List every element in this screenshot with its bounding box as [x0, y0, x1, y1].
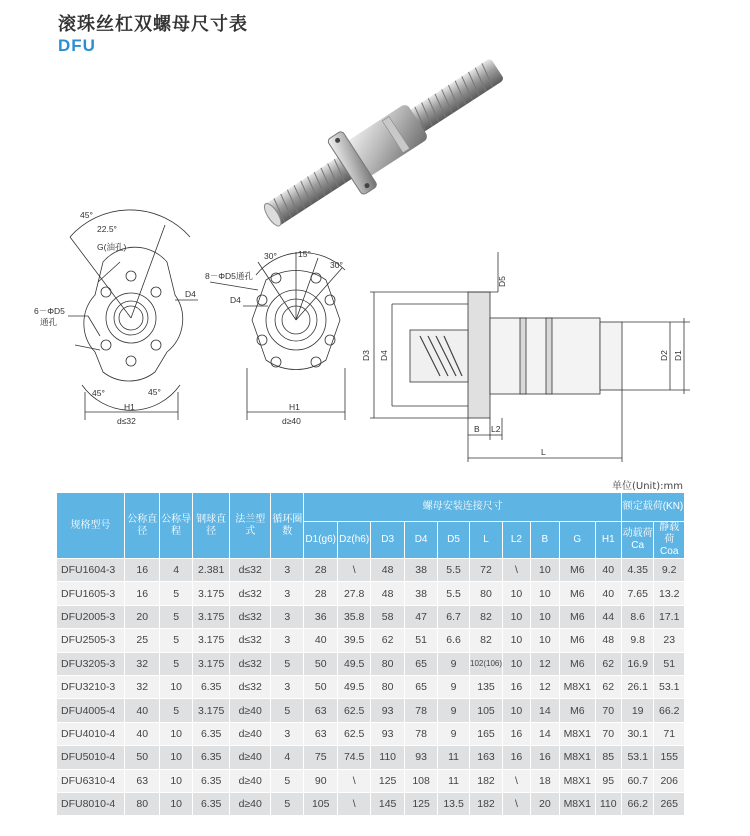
table-cell: 74.5 [337, 746, 370, 769]
table-cell: 6.7 [438, 605, 469, 628]
table-cell: 62.5 [337, 699, 370, 722]
middle-angle-1: 30° [264, 251, 277, 261]
table-cell: 12 [530, 652, 559, 675]
table-cell: 48 [371, 559, 404, 582]
header-ball-dia: 钢球直径 [192, 493, 230, 559]
table-cell: 27.8 [337, 582, 370, 605]
table-row [57, 652, 685, 675]
table-cell: 9.8 [621, 629, 653, 652]
table-cell: 13.2 [654, 582, 685, 605]
table-cell: M6 [560, 559, 596, 582]
table-cell: 32 [124, 652, 160, 675]
table-cell: 5 [271, 769, 304, 792]
spec-table [56, 492, 685, 816]
model-cell: DFU4010-4 [57, 722, 125, 745]
table-cell: 155 [654, 746, 685, 769]
table-cell: 3 [271, 675, 304, 698]
table-cell: 44 [595, 605, 621, 628]
table-cell: 105 [469, 699, 502, 722]
table-cell: 80 [469, 582, 502, 605]
header-d1: D1(g6) [304, 522, 337, 559]
table-cell: M6 [560, 652, 596, 675]
ballscrew-photo [250, 41, 515, 245]
table-cell: 3.175 [192, 699, 230, 722]
table-cell: 53.1 [621, 746, 653, 769]
middle-h1: H1 [289, 402, 300, 412]
header-g: G [560, 522, 596, 559]
table-row [57, 699, 685, 722]
table-cell: 50 [304, 675, 337, 698]
table-cell: M8X1 [560, 769, 596, 792]
table-cell: 5 [160, 629, 192, 652]
table-cell: 3 [271, 722, 304, 745]
table-cell: 51 [404, 629, 437, 652]
table-cell: 3.175 [192, 582, 230, 605]
model-cell: DFU1605-3 [57, 582, 125, 605]
table-cell: 90 [304, 769, 337, 792]
header-coa-en: Coa [660, 546, 679, 557]
middle-d-cond: d≥40 [282, 416, 301, 426]
table-cell: 5 [160, 699, 192, 722]
header-install-group: 螺母安装连接尺寸 [304, 493, 622, 522]
section-drawing-right [370, 252, 690, 462]
table-cell: 20 [124, 605, 160, 628]
table-cell: 16 [124, 559, 160, 582]
table-cell: 28 [304, 559, 337, 582]
model-cell: DFU3210-3 [57, 675, 125, 698]
table-cell: 5 [160, 582, 192, 605]
table-cell: 60.7 [621, 769, 653, 792]
table-cell: 80 [371, 675, 404, 698]
table-cell: 39.5 [337, 629, 370, 652]
header-coa-cn: 静载荷 [659, 522, 680, 545]
table-cell: 65 [404, 675, 437, 698]
table-cell: 10 [503, 652, 530, 675]
table-cell: 17.1 [654, 605, 685, 628]
table-cell: \ [503, 559, 530, 582]
table-cell: 9 [438, 699, 469, 722]
model-cell: DFU5010-4 [57, 746, 125, 769]
table-cell: 50 [304, 652, 337, 675]
table-cell: 6.35 [192, 769, 230, 792]
table-cell: 16 [124, 582, 160, 605]
table-cell: 265 [654, 792, 685, 815]
table-cell: d≥40 [230, 746, 271, 769]
table-cell: 36 [304, 605, 337, 628]
table-cell: 6.35 [192, 746, 230, 769]
table-cell: 4.35 [621, 559, 653, 582]
spec-table-body [57, 559, 685, 816]
model-cell: DFU8010-4 [57, 792, 125, 815]
table-cell: 25 [124, 629, 160, 652]
table-cell: 38 [404, 559, 437, 582]
table-cell: d≥40 [230, 792, 271, 815]
table-cell: 18 [530, 769, 559, 792]
table-cell: 110 [371, 746, 404, 769]
table-cell: 78 [404, 699, 437, 722]
table-cell: 5 [271, 699, 304, 722]
table-cell: 78 [404, 722, 437, 745]
flange-drawing-left [68, 210, 198, 420]
table-cell: 10 [160, 746, 192, 769]
table-cell: 65 [404, 652, 437, 675]
left-angle-4: 45° [148, 387, 161, 397]
table-cell: 6.35 [192, 675, 230, 698]
table-cell: 40 [304, 629, 337, 652]
table-cell: 5 [160, 652, 192, 675]
header-coa [654, 522, 685, 559]
left-angle-1: 45° [80, 210, 93, 220]
table-cell: \ [503, 792, 530, 815]
table-cell: 182 [469, 769, 502, 792]
table-cell: 4 [271, 746, 304, 769]
page-title: 滚珠丝杠双螺母尺寸表 [58, 14, 248, 35]
table-cell: 165 [469, 722, 502, 745]
right-d3: D3 [361, 350, 371, 361]
table-cell: M6 [560, 699, 596, 722]
left-hole-label: 6－ΦD5 [34, 306, 65, 316]
table-cell: 10 [530, 629, 559, 652]
table-cell: 102(106) [469, 652, 502, 675]
table-cell: 10 [503, 629, 530, 652]
table-cell: 8.6 [621, 605, 653, 628]
table-cell: 50 [124, 746, 160, 769]
middle-angle-2: 15° [298, 249, 311, 259]
table-cell: d≤32 [230, 629, 271, 652]
table-cell: 70 [595, 722, 621, 745]
table-cell: \ [337, 792, 370, 815]
table-cell: 105 [304, 792, 337, 815]
table-cell: 62 [371, 629, 404, 652]
table-cell: 82 [469, 605, 502, 628]
table-cell: 12 [530, 675, 559, 698]
right-b: B [474, 424, 480, 434]
table-cell: 38 [404, 582, 437, 605]
table-cell: \ [337, 559, 370, 582]
header-ca-cn: 动载荷 [622, 528, 653, 539]
left-angle-3: 45° [92, 388, 105, 398]
middle-angle-3: 30° [330, 260, 343, 270]
table-cell: 206 [654, 769, 685, 792]
table-cell: d≤32 [230, 652, 271, 675]
header-nominal-dia: 公称直径 [124, 493, 160, 559]
table-cell: 125 [371, 769, 404, 792]
header-load-group: 额定载荷(KN) [621, 493, 684, 522]
table-cell: 16 [503, 722, 530, 745]
table-cell: 3.175 [192, 605, 230, 628]
model-cell: DFU2005-3 [57, 605, 125, 628]
table-cell: 10 [503, 699, 530, 722]
table-cell: 95 [595, 769, 621, 792]
table-cell: 11 [438, 769, 469, 792]
model-cell: DFU3205-3 [57, 652, 125, 675]
table-cell: 20 [530, 792, 559, 815]
header-d5: D5 [438, 522, 469, 559]
table-cell: 35.8 [337, 605, 370, 628]
table-cell: 14 [530, 699, 559, 722]
model-cell: DFU1604-3 [57, 559, 125, 582]
table-cell: d≤32 [230, 605, 271, 628]
model-cell: DFU2505-3 [57, 629, 125, 652]
header-b: B [530, 522, 559, 559]
table-cell: 26.1 [621, 675, 653, 698]
table-cell: 13.5 [438, 792, 469, 815]
table-cell: 163 [469, 746, 502, 769]
table-cell: 62.5 [337, 722, 370, 745]
table-cell: 62 [595, 652, 621, 675]
model-cell: DFU6310-4 [57, 769, 125, 792]
table-cell: M6 [560, 582, 596, 605]
right-d4: D4 [379, 350, 389, 361]
table-cell: d≥40 [230, 722, 271, 745]
table-cell: 5 [271, 792, 304, 815]
table-cell: 80 [371, 652, 404, 675]
table-cell: 16 [503, 675, 530, 698]
table-cell: 4 [160, 559, 192, 582]
table-cell: 135 [469, 675, 502, 698]
table-cell: 23 [654, 629, 685, 652]
table-row [57, 582, 685, 605]
table-cell: 47 [404, 605, 437, 628]
table-cell: M8X1 [560, 746, 596, 769]
table-cell: 10 [160, 722, 192, 745]
table-cell: 9 [438, 722, 469, 745]
header-ca [621, 522, 653, 559]
left-d-cond: d≤32 [117, 416, 136, 426]
table-cell: 10 [530, 559, 559, 582]
table-cell: 10 [503, 605, 530, 628]
table-cell: 70 [595, 699, 621, 722]
table-row [57, 559, 685, 582]
table-cell: 10 [530, 582, 559, 605]
table-cell: 63 [304, 722, 337, 745]
right-d1: D1 [673, 350, 683, 361]
table-cell: 14 [530, 722, 559, 745]
left-d4: D4 [185, 289, 196, 299]
table-row [57, 722, 685, 745]
table-cell: d≥40 [230, 699, 271, 722]
table-cell: M6 [560, 605, 596, 628]
left-hole-sub: 通孔 [40, 317, 58, 327]
table-cell: 2.381 [192, 559, 230, 582]
table-cell: 66.2 [654, 699, 685, 722]
table-row [57, 605, 685, 628]
table-cell: \ [503, 769, 530, 792]
table-cell: 40 [595, 559, 621, 582]
table-cell: d≤32 [230, 675, 271, 698]
table-cell: 63 [124, 769, 160, 792]
table-cell: 93 [371, 699, 404, 722]
table-cell: 9 [438, 652, 469, 675]
table-cell: 5 [160, 605, 192, 628]
header-d2: Dz(h6) [337, 522, 370, 559]
table-cell: 49.5 [337, 652, 370, 675]
table-cell: 10 [530, 605, 559, 628]
table-cell: 66.2 [621, 792, 653, 815]
table-cell: d≤32 [230, 582, 271, 605]
header-flange-type: 法兰型式 [230, 493, 271, 559]
table-row [57, 675, 685, 698]
header-l2: L2 [503, 522, 530, 559]
table-cell: 10 [503, 582, 530, 605]
table-cell: M6 [560, 629, 596, 652]
table-cell: 3 [271, 629, 304, 652]
header-circuits: 循环圈数 [271, 493, 304, 559]
page-subtitle: DFU [58, 36, 96, 55]
table-cell: 16.9 [621, 652, 653, 675]
table-cell: 82 [469, 629, 502, 652]
table-cell: 3.175 [192, 652, 230, 675]
table-cell: 5 [271, 652, 304, 675]
table-cell: 62 [595, 675, 621, 698]
right-l: L [541, 447, 546, 457]
table-cell: 16 [530, 746, 559, 769]
header-d4: D4 [404, 522, 437, 559]
unit-label: 单位(Unit):mm [612, 481, 684, 492]
table-cell: 40 [124, 699, 160, 722]
table-cell: \ [337, 769, 370, 792]
table-cell: M8X1 [560, 675, 596, 698]
table-cell: 10 [160, 792, 192, 815]
table-row [57, 792, 685, 815]
table-cell: 48 [371, 582, 404, 605]
right-d2: D2 [659, 350, 669, 361]
table-cell: 80 [124, 792, 160, 815]
table-cell: M8X1 [560, 792, 596, 815]
table-cell: 145 [371, 792, 404, 815]
table-cell: 3.175 [192, 629, 230, 652]
table-cell: 53.1 [654, 675, 685, 698]
header-model: 规格型号 [57, 493, 125, 559]
table-cell: 110 [595, 792, 621, 815]
table-cell: 108 [404, 769, 437, 792]
table-cell: d≤32 [230, 559, 271, 582]
table-cell: 11 [438, 746, 469, 769]
header-ca-en: Ca [631, 540, 645, 551]
middle-hole-label: 8－ΦD5通孔 [205, 271, 253, 281]
table-cell: 30.1 [621, 722, 653, 745]
header-h1: H1 [595, 522, 621, 559]
header-nominal-lead: 公称导程 [160, 493, 192, 559]
table-cell: 85 [595, 746, 621, 769]
table-cell: 93 [404, 746, 437, 769]
table-cell: 125 [404, 792, 437, 815]
middle-d4: D4 [230, 295, 241, 305]
left-g-label: G(油孔) [97, 242, 127, 252]
table-cell: 3 [271, 582, 304, 605]
left-angle-2: 22.5° [97, 224, 117, 234]
table-cell: 9 [438, 675, 469, 698]
table-cell: 93 [371, 722, 404, 745]
table-cell: 72 [469, 559, 502, 582]
table-cell: 19 [621, 699, 653, 722]
table-cell: 6.35 [192, 722, 230, 745]
table-row [57, 629, 685, 652]
table-cell: 9.2 [654, 559, 685, 582]
table-cell: 5.5 [438, 559, 469, 582]
left-h1: H1 [124, 402, 135, 412]
table-cell: 10 [160, 675, 192, 698]
table-cell: 182 [469, 792, 502, 815]
table-cell: 51 [654, 652, 685, 675]
model-cell: DFU4005-4 [57, 699, 125, 722]
header-d3: D3 [371, 522, 404, 559]
table-row [57, 769, 685, 792]
table-cell: 6.35 [192, 792, 230, 815]
right-l2: L2 [491, 424, 501, 434]
table-cell: 16 [503, 746, 530, 769]
table-cell: 40 [124, 722, 160, 745]
table-cell: 75 [304, 746, 337, 769]
table-cell: 63 [304, 699, 337, 722]
table-cell: 3 [271, 605, 304, 628]
table-cell: 48 [595, 629, 621, 652]
table-cell: 49.5 [337, 675, 370, 698]
table-cell: 7.65 [621, 582, 653, 605]
table-cell: 6.6 [438, 629, 469, 652]
table-cell: 28 [304, 582, 337, 605]
table-cell: 71 [654, 722, 685, 745]
table-cell: 5.5 [438, 582, 469, 605]
table-cell: 40 [595, 582, 621, 605]
table-row [57, 746, 685, 769]
table-cell: 58 [371, 605, 404, 628]
right-d5: D5 [497, 276, 507, 287]
table-cell: 10 [160, 769, 192, 792]
header-l: L [469, 522, 502, 559]
table-cell: 32 [124, 675, 160, 698]
table-cell: 3 [271, 559, 304, 582]
table-cell: d≥40 [230, 769, 271, 792]
table-cell: M8X1 [560, 722, 596, 745]
